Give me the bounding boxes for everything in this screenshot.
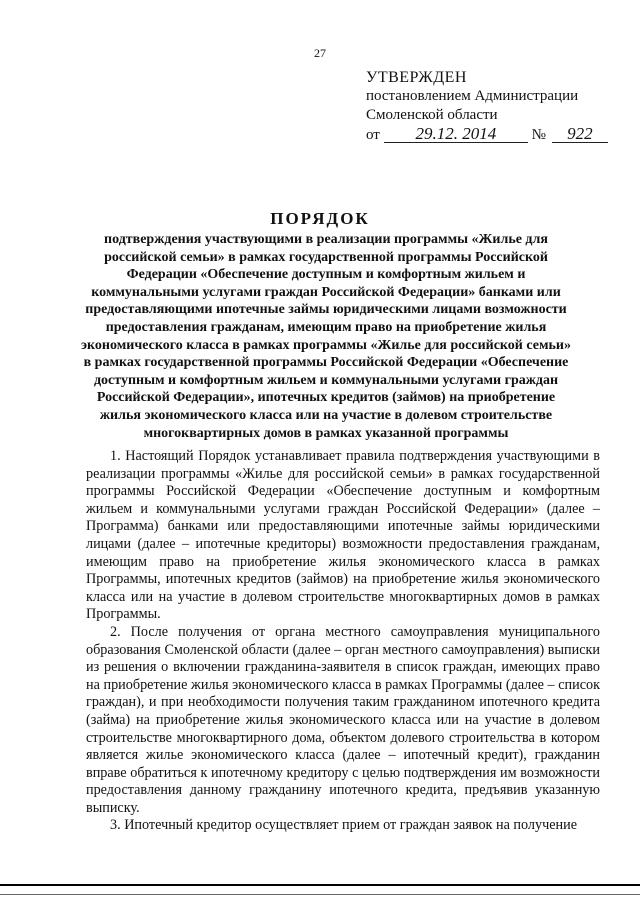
document-title: ПОРЯДОК — [270, 209, 370, 228]
approval-line-2: Смоленской области — [366, 107, 498, 123]
paragraph-2: 2. После получения от органа местного самоуправления муниципального образования Смоленской области (далее – орган местного самоуправления) выписки из решения о включении гражданина-заявителя в список граждан, имеющих право на приобретение жилья экономического класса в рамках Программы (далее – список граждан), и при необходимости получения таким гражданином ипотечного кредита (займа) на приобретение жилья экономического класса или на участие в долевом строительстве многоквартирного дома, объектом долевого строительства в котором является жилье экономического класса (далее – ипотечный кредит), гражданин вправе обратиться к ипотечному кредитору с целью подтверждения им возможности предоставления данному гражданину ипотечного кредита, предъявив указанную выписку. — [86, 623, 600, 816]
approval-stamp — [366, 68, 616, 145]
document-body — [86, 448, 600, 835]
page-number: 27 — [314, 46, 326, 60]
date-prefix: от — [366, 127, 380, 143]
document-subtitle: подтверждения участвующими в реализации программы «Жилье для российской семьи» в рамках государственной программы Российской Федерации «Обеспечение доступным и комфортным жильем и коммунальными услугами граждан Российской Федерации» банками или предоставляющими ипотечные займы юридическими лицами возможности предоставления гражданам, имеющим право на приобретение жилья экономического класса в рамках программы «Жилье для российской семьи» в рамках государственной программы Российской Федерации «Обеспечение доступным и комфортным жильем и коммунальными услугами граждан Российской Федерации», ипотечных кредитов (займов) на приобретение жилья экономического класса или на участие в долевом строительстве многоквартирных домов в рамках указанной программы — [81, 232, 571, 441]
number-prefix: № — [531, 127, 546, 143]
scan-edge-line — [0, 884, 640, 886]
paragraph-3: 3. Ипотечный кредитор осуществляет прием от граждан заявок на получение — [110, 817, 578, 834]
approval-date-line — [366, 125, 616, 145]
scan-edge-line-secondary — [0, 894, 640, 895]
handwritten-number: 922 — [552, 125, 608, 143]
paragraph-1: 1. Настоящий Порядок устанавливает правила подтверждения участвующими в реализации программы «Жилье для российской семьи» в рамках государственной программы Российской Федерации «Обеспечение доступным и комфортным жильем и коммунальными услугами граждан Российской Федерации» (далее – Программа) банками или предоставляющими ипотечные займы юридическими лицами (далее – ипотечные кредиторы) возможности предоставления гражданам, имеющим право на приобретение жилья экономического класса в рамках Программы, ипотечных кредитов (займов) на приобретение жилья экономического класса или на участие в долевом строительстве многоквартирных домов в рамках Программы. — [86, 448, 600, 623]
handwritten-date: 29.12. 2014 — [384, 125, 528, 143]
approval-line-1: постановлением Администрации — [366, 88, 579, 104]
approval-heading: УТВЕРЖДЕН — [366, 69, 467, 86]
